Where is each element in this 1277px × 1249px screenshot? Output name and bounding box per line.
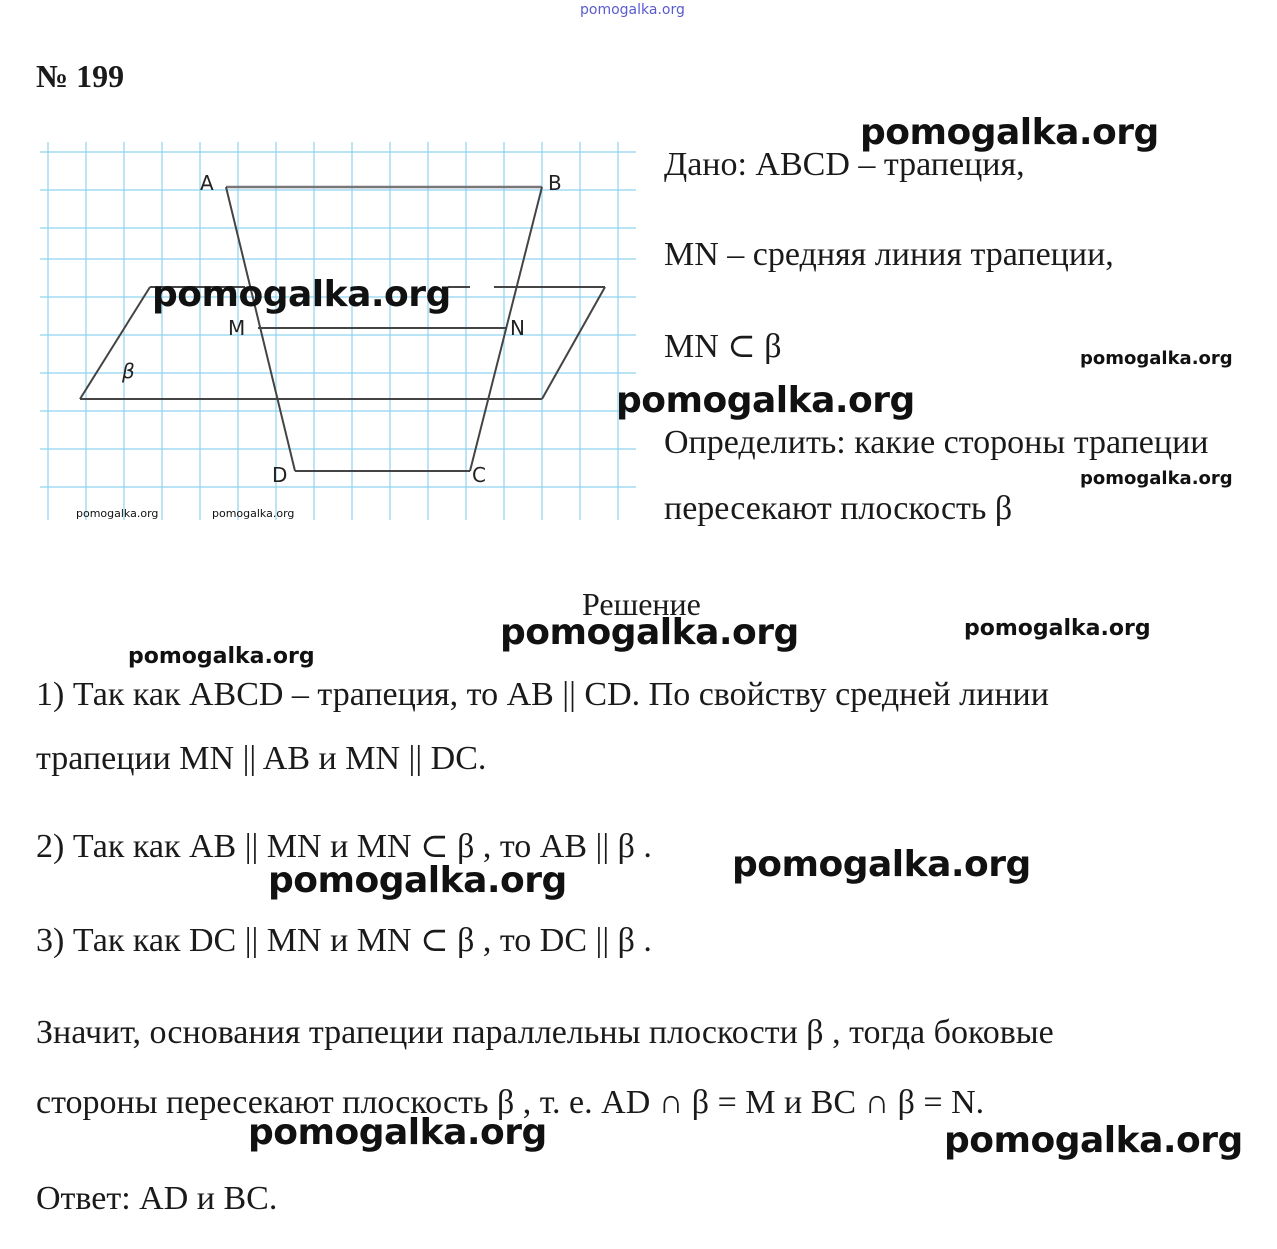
watermark: pomogalka.org bbox=[860, 112, 1159, 153]
trapezoid-plane-diagram bbox=[40, 142, 640, 522]
watermark: pomogalka.org bbox=[1080, 348, 1233, 369]
problem-number: № 199 bbox=[36, 58, 125, 94]
watermark: pomogalka.org bbox=[128, 644, 315, 669]
step-2: 2) Так как AB || MN и MN ⊂ β , то AB || β . bbox=[36, 828, 652, 865]
label-beta: β bbox=[122, 359, 135, 383]
watermark: pomogalka.org bbox=[964, 616, 1151, 641]
watermark: pomogalka.org bbox=[732, 844, 1031, 885]
conclusion-line-1: Значит, основания трапеции параллельны плоскости β , тогда боковые bbox=[36, 1014, 1054, 1051]
step-3: 3) Так как DC || MN и MN ⊂ β , то DC || β . bbox=[36, 922, 652, 959]
watermark: pomogalka.org bbox=[76, 507, 159, 520]
answer: Ответ: AD и BC. bbox=[36, 1180, 278, 1217]
given-line-1: Дано: ABCD – трапеция, bbox=[664, 146, 1025, 183]
label-d: D bbox=[272, 463, 288, 487]
watermark: pomogalka.org bbox=[616, 380, 915, 421]
conclusion-line-2: стороны пересекают плоскость β , т. е. AD ∩ β = M и BC ∩ β = N. bbox=[36, 1084, 985, 1121]
step-1-line-1: 1) Так как ABCD – трапеция, то AB || CD. По свойству средней линии bbox=[36, 676, 1049, 713]
step-1-line-2: трапеции MN || AB и MN || DC. bbox=[36, 740, 487, 777]
label-c: C bbox=[472, 463, 486, 487]
solution-heading: Решение bbox=[582, 586, 701, 622]
label-m: M bbox=[228, 316, 246, 340]
watermark: pomogalka.org bbox=[944, 1120, 1243, 1161]
watermark: pomogalka.org bbox=[1080, 468, 1233, 489]
given-line-5: пересекают плоскость β bbox=[664, 490, 1013, 527]
watermark: pomogalka.org bbox=[268, 860, 567, 901]
watermark: pomogalka.org bbox=[212, 507, 295, 520]
given-line-2: MN – средняя линия трапеции, bbox=[664, 236, 1114, 273]
label-a: A bbox=[200, 171, 214, 195]
top-watermark[interactable]: pomogalka.org bbox=[580, 2, 685, 18]
watermark: pomogalka.org bbox=[152, 274, 451, 315]
watermark: pomogalka.org bbox=[248, 1112, 547, 1153]
label-b: B bbox=[548, 171, 562, 195]
given-line-3: MN ⊂ β bbox=[664, 328, 782, 365]
label-n: N bbox=[510, 316, 525, 340]
watermark: pomogalka.org bbox=[500, 612, 799, 653]
given-line-4: Определить: какие стороны трапеции bbox=[664, 424, 1209, 461]
